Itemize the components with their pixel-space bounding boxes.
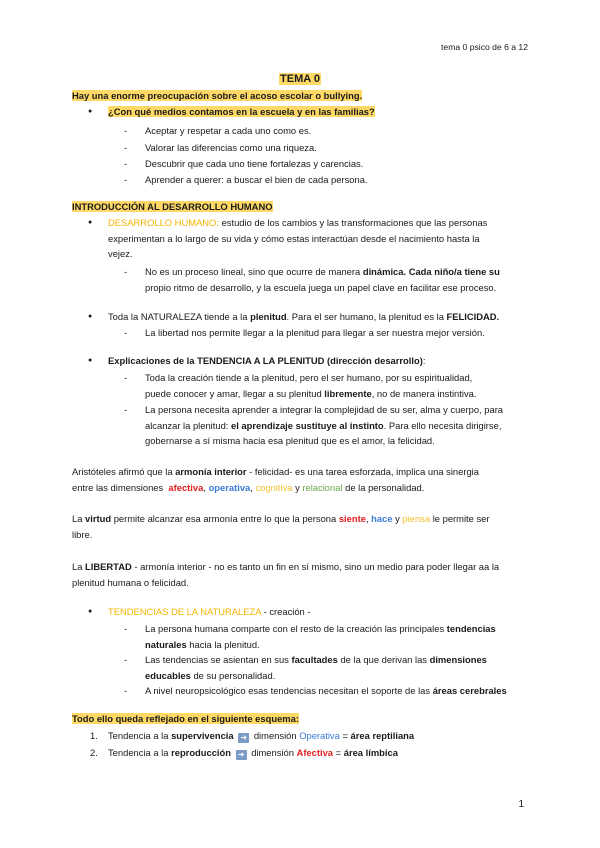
dash: - <box>124 654 128 665</box>
intro-item: Valorar las diferencias como una riqueza. <box>145 142 317 153</box>
dash: - <box>124 327 128 338</box>
libertad-paragraph: La LIBERTAD - armonía interior - no es tanto un fin en sí mismo, sino un medio para poder llegar aa la plenitud humana o felicidad. <box>72 561 500 588</box>
list-number: 1. <box>90 730 98 741</box>
intro-heading: Hay una enorme preocupación sobre el acoso escolar o bullying. <box>72 90 363 101</box>
explicaciones-item: Toda la creación tiende a la plenitud, pero el ser humano, por su espiritualidad, puede conocer y amar, llegar a su plenitud libremente, no de manera instintiva. <box>145 372 477 399</box>
naturaleza-paragraph: Toda la NATURALEZA tiende a la plenitud. Para el ser humano, la plenitud es la FELICIDAD. <box>108 311 500 322</box>
esquema-item: Tendencia a la supervivencia ➜ dimensión Operativa = área reptiliana <box>108 730 415 742</box>
page-number: 1 <box>518 799 524 810</box>
intro-item: Aceptar y respetar a cada uno como es. <box>145 125 312 136</box>
dash: - <box>124 372 128 383</box>
esquema-item: Tendencia a la reproducción ➜ dimensión Afectiva = área límbica <box>108 747 398 759</box>
page-header: tema 0 psico de 6 a 12 <box>441 42 528 52</box>
page-title: TEMA 0 <box>280 73 320 85</box>
dash: - <box>124 142 128 153</box>
dash: - <box>124 685 128 696</box>
dash: - <box>124 404 128 415</box>
list-number: 2. <box>90 747 98 758</box>
right-arrow-icon: ➜ <box>236 750 247 760</box>
esquema-heading: Todo ello queda reflejado en el siguiente esquema: <box>72 713 299 724</box>
right-arrow-icon: ➜ <box>238 733 249 743</box>
tendencias-heading: TENDENCIAS DE LA NATURALEZA - creación - <box>108 606 311 617</box>
dash: - <box>124 174 128 185</box>
desarrollo-humano-paragraph: DESARROLLO HUMANO: estudio de los cambios y las transformaciones que las personas experimentan a lo largo de su vida y cómo estas interactúan desde el nacimiento hasta la vejez. <box>108 217 488 259</box>
intro-item: Aprender a querer: a buscar el bien de cada persona. <box>145 174 368 185</box>
tendencias-item: Las tendencias se asientan en sus facultades de la que derivan las dimensiones educables de su personalidad. <box>145 654 487 681</box>
explicaciones-item: La persona necesita aprender a integrar la complejidad de su ser, alma y cuerpo, para alcanzar la plenitud: el aprendizaje sustituye al instinto. Para ello necesita dirigirse, gobernarse a sí misma hacia esa plenitud que es el amor, la felicidad. <box>145 404 504 446</box>
intro-question: ¿Con qué medios contamos en la escuela y en las familias? <box>108 106 375 117</box>
dash: - <box>124 125 128 136</box>
dash: - <box>124 266 128 277</box>
section-heading: INTRODUCCIÓN AL DESARROLLO HUMANO <box>72 201 273 212</box>
dash: - <box>124 158 128 169</box>
virtud-paragraph: La virtud permite alcanzar esa armonía entre lo que la persona siente, hace y piensa le permite ser libre. <box>72 513 490 540</box>
intro-item: Descubrir que cada uno tiene fortalezas y carencias. <box>145 158 364 169</box>
naturaleza-subitem: La libertad nos permite llegar a la plenitud para llegar a ser nuestra mejor versión. <box>145 327 485 338</box>
desarrollo-humano-subitem: No es un proceso lineal, sino que ocurre de manera dinámica. Cada niño/a tiene su propio ritmo de desarrollo, y la escuela juega un papel clave en facilitar ese proceso. <box>145 266 500 293</box>
dash: - <box>124 623 128 634</box>
aristoteles-paragraph: Aristóteles afirmó que la armonía interior - felicidad- es una tarea esforzada, implica una sinergia entre las dimensiones afectiva, operativa, cognitiva y relacional de la personalidad. <box>72 466 479 493</box>
tendencias-item: La persona humana comparte con el resto de la creación las principales tendencias naturales hacia la plenitud. <box>145 623 496 650</box>
explicaciones-heading: Explicaciones de la TENDENCIA A LA PLENITUD (dirección desarrollo): <box>108 355 426 366</box>
tendencias-item: A nivel neuropsicológico esas tendencias necesitan el soporte de las áreas cerebrales <box>145 685 507 696</box>
